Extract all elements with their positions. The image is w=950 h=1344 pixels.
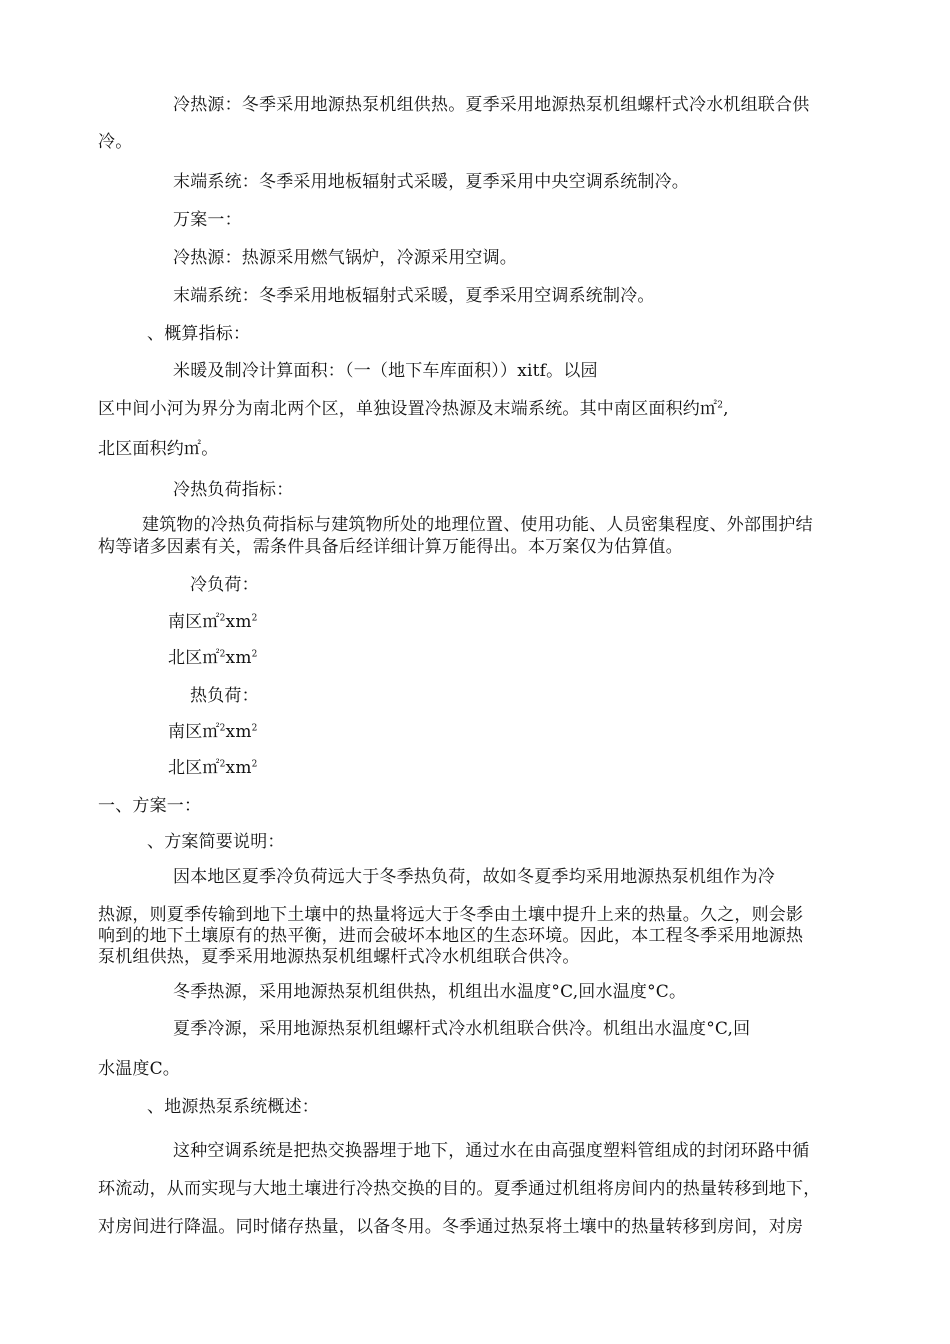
section-heading: 、概算指标： bbox=[147, 324, 251, 344]
section-heading: 冷热负荷指标： bbox=[173, 480, 294, 500]
paragraph-line: 这种空调系统是把热交换器埋于地下，通过水在由高强度塑料管组成的封闭环路中循 bbox=[173, 1141, 810, 1161]
section-heading: 热负荷： bbox=[190, 686, 259, 706]
paragraph-line: 末端系统：冬季采用地板辐射式采暖，夏季采用中央空调系统制冷。 bbox=[173, 172, 689, 192]
paragraph-line: 水温度C。 bbox=[98, 1059, 181, 1079]
paragraph-line: 南区$㎡^2xm^2$ bbox=[168, 612, 258, 632]
paragraph-line: 冷热源：热源采用燃气锅炉，冷源采用空调。 bbox=[173, 248, 517, 268]
section-heading: 、方案简要说明： bbox=[147, 832, 285, 852]
paragraph-line: 环流动，从而实现与大地土壤进行冷热交换的目的。夏季通过机组将房间内的热量转移到地下， bbox=[98, 1179, 821, 1199]
section-heading: 一、方案一： bbox=[98, 796, 202, 816]
paragraph-line: 夏季冷源，采用地源热泵机组螺杆式冷水机组联合供冷。机组出水温度°C,回 bbox=[173, 1019, 751, 1039]
paragraph-line: 泵机组供热，夏季采用地源热泵机组螺杆式冷水机组联合供冷。 bbox=[98, 947, 580, 967]
paragraph-line: 建筑物的冷热负荷指标与建筑物所处的地理位置、使用功能、人员密集程度、外部围护结 bbox=[142, 515, 813, 535]
paragraph-line: 对房间进行降温。同时储存热量，以备冬用。冬季通过热泵将土壤中的热量转移到房间，对房 bbox=[98, 1217, 804, 1237]
paragraph-line: 北区$㎡^2xm^2$ bbox=[168, 648, 258, 668]
section-heading: 冷负荷： bbox=[190, 575, 259, 595]
paragraph-line: 南区$㎡^2xm^2$ bbox=[168, 722, 258, 742]
paragraph-line: 构等诸多因素有关，需条件具备后经详细计算万能得出。本万案仅为估算值。 bbox=[98, 537, 683, 557]
paragraph-line: 因本地区夏季冷负荷远大于冬季热负荷，故如冬夏季均采用地源热泵机组作为冷 bbox=[173, 867, 775, 887]
paragraph-line: 区中间小河为界分为南北两个区，单独设置冷热源及末端系统。其中南区面积约㎡$^2$, bbox=[98, 399, 729, 419]
paragraph-line: 冬季热源，采用地源热泵机组供热，机组出水温度°C,回水温度°C。 bbox=[173, 982, 687, 1002]
paragraph-line: 冷。 bbox=[98, 132, 133, 152]
paragraph-line: 米暖及制冷计算面积：（一（地下车库面积））xitf。以园 bbox=[173, 361, 598, 381]
paragraph-line: 末端系统：冬季采用地板辐射式采暖，夏季采用空调系统制冷。 bbox=[173, 286, 655, 306]
paragraph-line: 北区$㎡^2xm^2$ bbox=[168, 758, 258, 778]
paragraph-line: 万案一： bbox=[173, 210, 242, 230]
paragraph-line: 热源，则夏季传输到地下土壤中的热量将远大于冬季由土壤中提升上来的热量。久之，则会影 bbox=[98, 905, 804, 925]
paragraph-line: 北区面积约㎡。 bbox=[98, 439, 219, 459]
paragraph-line: 响到的地下土壤原有的热平衡，进而会破坏本地区的生态环境。因此，本工程冬季采用地源热 bbox=[98, 926, 804, 946]
section-heading: 、地源热泵系统概述： bbox=[147, 1097, 319, 1117]
paragraph-line: 冷热源：冬季采用地源热泵机组供热。夏季采用地源热泵机组螺杆式冷水机组联合供 bbox=[173, 95, 810, 115]
